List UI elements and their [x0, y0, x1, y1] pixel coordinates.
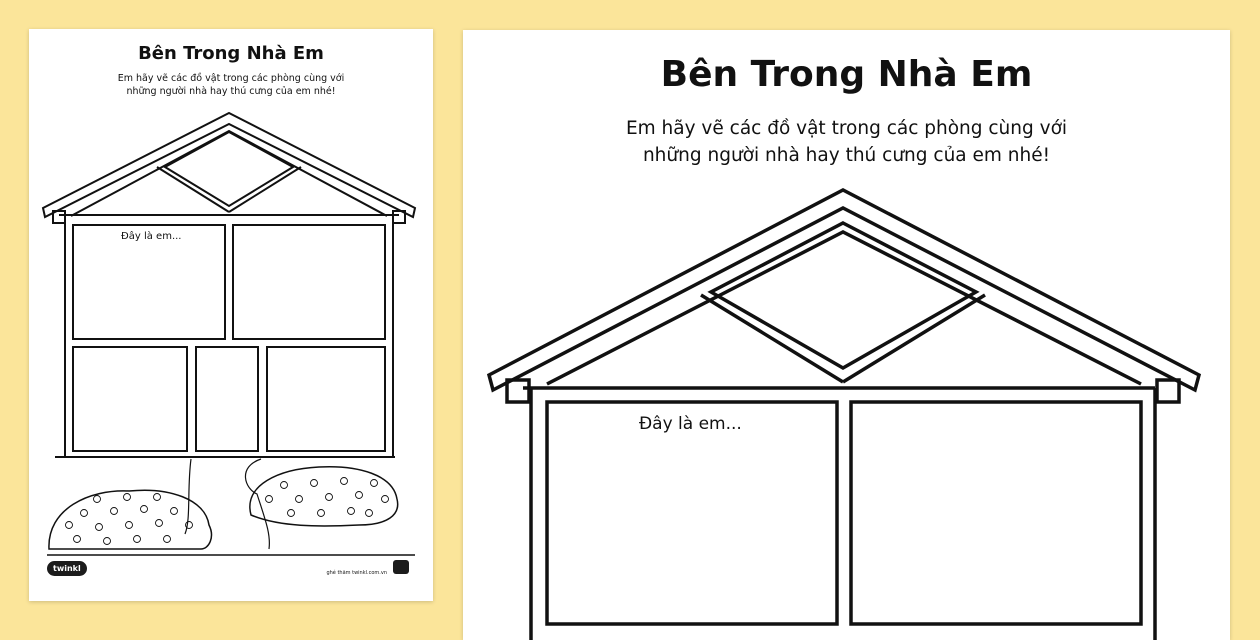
room-label-me-large: Đây là em...	[639, 414, 742, 434]
bush-right	[250, 467, 398, 526]
instruction-line-1-large: Em hãy vẽ các đồ vật trong các phòng cùng với	[625, 118, 1068, 139]
room-me[interactable]	[73, 225, 225, 339]
room-label-me: Đây là em...	[121, 231, 182, 242]
worksheet-title-large: Bên Trong Nhà Em	[660, 54, 1033, 95]
house-drawing-large	[463, 30, 1230, 629]
worksheet-zoomed[interactable]	[463, 30, 1230, 640]
twinkl-badge-icon	[393, 560, 409, 574]
room-bottom-middle[interactable]	[196, 347, 258, 451]
room-top-right-large[interactable]	[851, 402, 1141, 624]
house-drawing	[29, 29, 433, 601]
instruction-line-2: những người nhà hay thú cưng của em nhé!	[126, 85, 336, 97]
worksheet-title: Bên Trong Nhà Em	[138, 43, 324, 64]
room-bottom-right[interactable]	[267, 347, 385, 451]
attic-window	[165, 132, 293, 206]
room-me-large[interactable]	[547, 402, 837, 624]
room-top-right[interactable]	[233, 225, 385, 339]
worksheet-thumbnail[interactable]	[29, 29, 433, 601]
roof-inner	[71, 131, 387, 216]
twinkl-logo: twinkl	[47, 561, 87, 576]
instruction-line-2-large: những người nhà hay thú cưng của em nhé!	[642, 144, 1051, 166]
attic-window-large	[711, 223, 976, 368]
instruction-line-1: Em hãy vẽ các đồ vật trong các phòng cùng với	[117, 73, 345, 84]
roof-inner-large	[547, 232, 1141, 384]
room-bottom-left[interactable]	[73, 347, 187, 451]
footer-url: ghé thăm twinkl.com.vn	[326, 570, 387, 576]
bush-flowers	[66, 478, 389, 545]
